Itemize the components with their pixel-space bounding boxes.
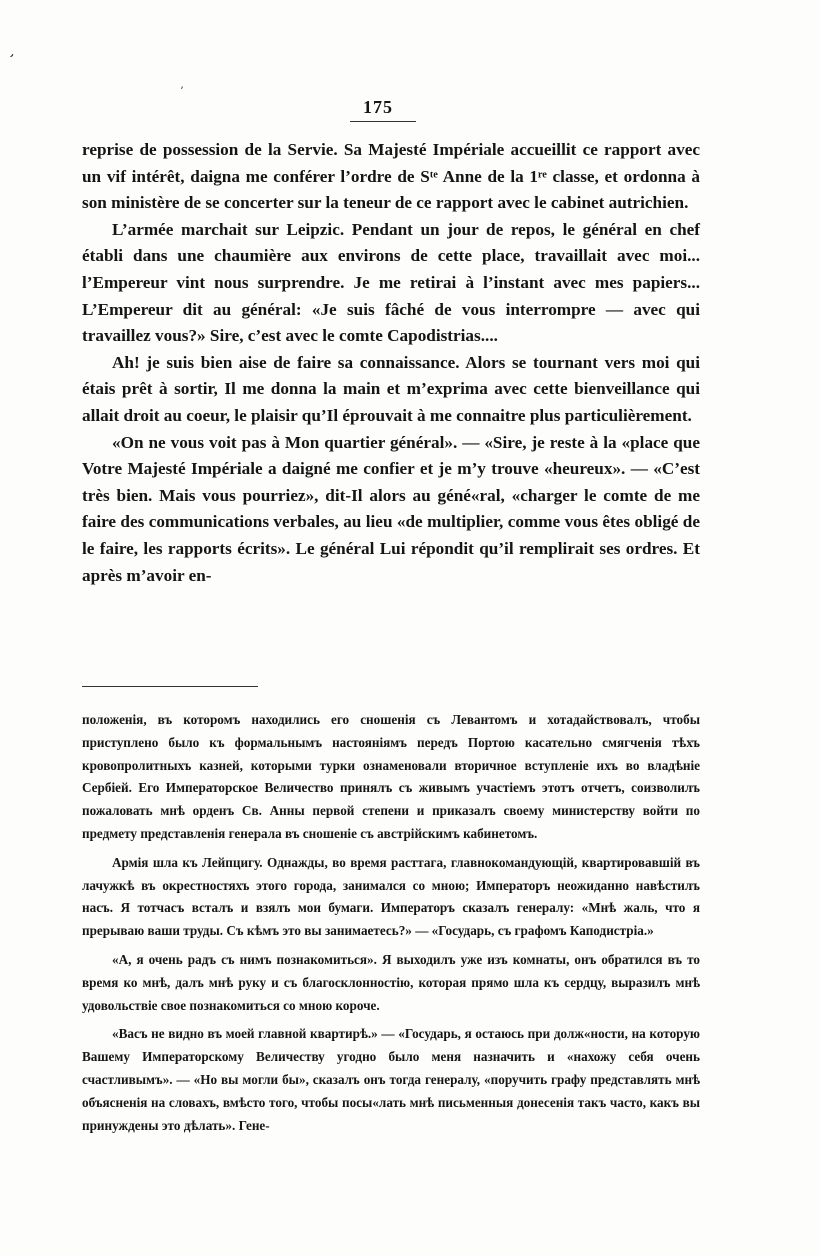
main-paragraph: Ah! je suis bien aise de faire sa connaissance. Alors se tournant vers moi qui étais prêt à sortir, Il me donna la main et m’exprima avec cette bienveillance qui allait droit au coeur, le plaisir qu’Il éprouvait à me connaitre plus particulièrement. bbox=[82, 352, 700, 425]
footnote-text bbox=[82, 709, 700, 1143]
footnote-divider bbox=[82, 686, 258, 687]
footnote-paragraph: положенія, въ которомъ находились его сношенія съ Левантомъ и хотадайствовалъ, чтобы приступлено было къ формальнымъ настояніямъ передъ Портою касательно смягченія тѣхъ кровопролитныхъ казней, которыми турки ознаменовали вторичное вступленіе ихъ во владѣніе Сербіей. Его Императорское Величество принялъ съ живымъ участіемъ этотъ отчетъ, соизволилъ пожаловать мнѣ орденъ Св. Анны первой степени и приказалъ своему министерству войти по предмету представленія генерала въ сношеніе съ австрійскимъ кабинетомъ. bbox=[82, 712, 700, 841]
margin-mark: ’ bbox=[5, 51, 16, 69]
main-text bbox=[82, 137, 700, 589]
footnote-paragraph: «А, я очень радъ съ нимъ познакомиться». Я выходилъ уже изъ комнаты, онъ обратился въ то время ко мнѣ, далъ мнѣ руку и съ благосклонностію, которая прямо шла къ сердцу, выразилъ мнѣ удовольствіе свое познакомиться со мною короче. bbox=[82, 951, 700, 1013]
footnote-paragraph: Армія шла къ Лейпцигу. Однажды, во время расттага, главнокомандующій, квартировавшій въ лачужкѣ въ окрестностяхъ этого города, занимался со мною; Императоръ неожиданно навѣстилъ насъ. Я тотчасъ всталъ и взялъ мои бумаги. Императоръ сказалъ генералу: «Мнѣ жаль, что я прерываю ваши труды. Съ кѣмъ это вы занимаетесь?» — «Государь, съ графомъ Каподистріа.» bbox=[82, 854, 700, 939]
main-paragraph: L’armée marchait sur Leipzic. Pendant un jour de repos, le général en chef établi dans une chaumière aux environs de cette place, travaillait avec moi... l’Empereur vint nous surprendre. Je me retirai à l’instant avec mes papiers... L’Empereur dit au général: «Je suis fâché de vous interrompre — avec qui travaillez vous?» Sire, c’est avec le comte Capodistrias.... bbox=[82, 219, 700, 346]
main-paragraph: reprise de possession de la Servie. Sa Majesté Impériale accueillit ce rapport avec un vif intérêt, daigna me conférer l’ordre de Sᵗᵉ Anne de la 1ʳᵉ classe, et ordonna à son ministère de se concerter sur la teneur de ce rapport avec le cabinet autrichien. bbox=[82, 140, 700, 213]
footnote-paragraph: «Васъ не видно въ моей главной квартирѣ.» — «Государь, я остаюсь при долж«ности, на которую Вашему Императорскому Величеству угодно было меня назначить и «нахожу себя очень счастливымъ». — «Но вы могли бы», сказалъ онъ тогда генералу, «поручить графу представлять мнѣ объясненія на словахъ, вмѣсто того, чтобы посы«лать мнѣ письменныя донесенія такъ часто, какъ вы принуждены это дѣлать». Гене- bbox=[82, 1026, 700, 1133]
page-number-rule bbox=[350, 121, 416, 122]
page-number: 175 bbox=[363, 97, 393, 117]
margin-mark: ʼ bbox=[180, 86, 184, 97]
main-paragraph: «On ne vous voit pas à Mon quartier général». — «Sire, je reste à la «place que Votre Majesté Impériale a daigné me confier et je m’y trouve «heureux». — «C’est très bien. Mais vous pourriez», dit-Il alors au géné«ral, «charger le comte de me faire des communications verbales, au lieu «de multiplier, comme vous êtes obligé de le faire, les rapports écrits». Le général Lui répondit qu’il remplirait ses ordres. Et après m’avoir en- bbox=[82, 432, 700, 585]
